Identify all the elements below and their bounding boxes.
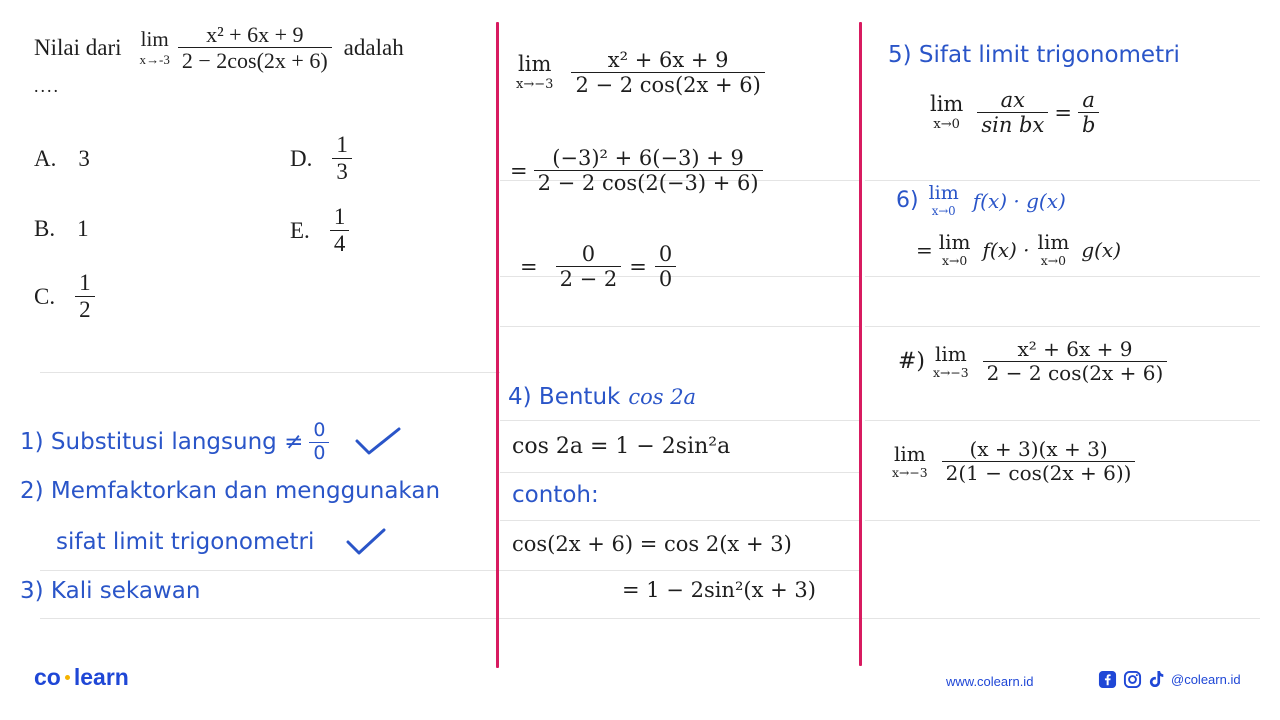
option-letter: D.	[290, 145, 313, 171]
option-num: 1	[333, 204, 346, 229]
question-stem	[34, 22, 404, 74]
lim-text: lim	[928, 182, 959, 204]
step-1	[516, 48, 765, 97]
option-num: 1	[336, 132, 348, 157]
option-letter: B.	[34, 216, 56, 241]
method-2-text: sifat limit trigonometri	[56, 529, 315, 555]
option-b[interactable]	[34, 216, 89, 242]
hash-fraction	[983, 338, 1168, 385]
guide-line	[865, 520, 1260, 521]
fraction-num: a	[1082, 88, 1095, 112]
equals-sign: =	[916, 237, 933, 262]
guide-line	[865, 276, 1260, 277]
step-1-fraction	[571, 48, 764, 97]
option-e[interactable]	[290, 204, 349, 258]
fraction-den: b	[1078, 112, 1099, 137]
fraction-num: ax	[1000, 88, 1026, 112]
question-fraction	[178, 22, 332, 74]
example-line-1: cos(2x + 6) = cos 2(x + 3)	[512, 532, 792, 556]
fraction-den: 2(1 − cos(2x + 6))	[942, 461, 1136, 485]
lim-subscript: x→−3	[933, 364, 969, 380]
lim-text: lim	[934, 341, 967, 366]
fraction-num: (−3)² + 6(−3) + 9	[552, 146, 744, 170]
lim-text: lim	[938, 230, 971, 254]
bentuk-heading	[508, 384, 696, 410]
property-6-expansion	[916, 232, 1121, 267]
property-5-limit	[930, 94, 963, 131]
property-5-fraction	[977, 88, 1048, 137]
property-6-limit-g	[1038, 232, 1070, 267]
fraction-num: x² + 6x + 9	[1017, 337, 1133, 361]
fraction-den: 2 − 2 cos(2x + 6)	[983, 361, 1168, 385]
option-value	[75, 270, 95, 324]
contoh-label: contoh:	[512, 482, 599, 508]
hash-label: #)	[898, 349, 926, 374]
fraction-num: 0	[658, 242, 673, 266]
property-6	[896, 184, 1066, 218]
lim-subscript: x→-3	[139, 52, 170, 68]
guide-line	[500, 520, 860, 521]
guide-line	[500, 472, 860, 473]
lim-text: lim	[518, 52, 552, 77]
guide-line	[40, 570, 500, 571]
option-letter: E.	[290, 217, 310, 243]
property-6-expr: f(x) · g(x)	[972, 188, 1066, 213]
property-6-f: f(x) ·	[982, 237, 1030, 262]
fraction-den: 0	[309, 442, 329, 465]
step-3-fraction-b	[655, 242, 676, 291]
fraction-den: 2 − 2 cos(2x + 6)	[571, 72, 764, 97]
hash-problem	[898, 338, 1167, 385]
option-den: 2	[75, 296, 95, 323]
step-3	[520, 242, 676, 291]
factored-limit-lim	[892, 441, 928, 480]
property-6-limit	[929, 184, 959, 218]
property-6-label: 6)	[896, 188, 919, 214]
property-5-formula: lim x→0 $\frac{ax}{\text{sin bx}}$ = $\frac{a}{b}$	[930, 88, 1099, 137]
option-c[interactable]	[34, 270, 95, 324]
option-d[interactable]	[290, 132, 352, 186]
guide-line	[40, 618, 1260, 619]
factored-limit	[892, 438, 1135, 485]
option-letter: A.	[34, 146, 57, 171]
social-icons	[1098, 670, 1241, 689]
step-3-fraction-a	[556, 242, 622, 291]
equals-sign: =	[510, 158, 528, 183]
checkmark-icon	[355, 427, 401, 457]
method-2-line1: 2) Memfaktorkan dan menggunakan	[20, 478, 441, 504]
guide-line	[865, 180, 1260, 181]
option-a[interactable]	[34, 146, 90, 172]
facebook-icon[interactable]	[1098, 670, 1117, 689]
guide-line	[500, 570, 860, 571]
lim-subscript: x→−3	[892, 464, 928, 480]
lim-text: lim	[893, 441, 926, 466]
fraction-den: 2 − 2	[556, 266, 622, 291]
option-den: 3	[332, 158, 352, 185]
fraction-den: 2 − 2 cos(2(−3) + 6)	[534, 170, 763, 195]
property-5-title: 5) Sifat limit trigonometri	[888, 42, 1180, 68]
lim-subscript: x→−3	[516, 77, 554, 93]
property-5-result	[1078, 88, 1099, 137]
step-2	[510, 146, 763, 195]
guide-line	[500, 420, 860, 421]
lim-subscript: x→0	[933, 117, 960, 133]
guide-line	[500, 326, 860, 327]
step-1-limit	[516, 54, 553, 91]
question-suffix: adalah	[343, 34, 404, 60]
option-den: 4	[330, 230, 350, 257]
checkmark-icon	[346, 528, 386, 556]
guide-line	[865, 326, 1260, 327]
property-6-g: g(x)	[1081, 237, 1121, 262]
method-3: 3) Kali sekawan	[20, 578, 201, 604]
question-numerator: x² + 6x + 9	[206, 22, 304, 47]
option-value: 3	[78, 146, 90, 171]
bentuk-expr: cos 2a	[628, 385, 697, 409]
option-value: 1	[77, 216, 89, 241]
equals-sign: =	[629, 254, 647, 279]
question-intro: Nilai dari	[34, 34, 122, 60]
option-num: 1	[79, 270, 91, 295]
fraction-den: sin bx	[977, 112, 1048, 137]
method-2-line2	[56, 528, 386, 556]
step-2-fraction	[534, 146, 763, 195]
option-value	[332, 132, 352, 186]
fraction-num: 0	[581, 242, 596, 266]
logo-text-learn: learn	[73, 664, 129, 690]
guide-line	[40, 372, 500, 373]
column-divider-right	[859, 22, 862, 666]
question-limit	[140, 29, 170, 66]
factored-fraction	[942, 438, 1136, 485]
column-divider-left	[496, 22, 499, 668]
guide-line	[865, 420, 1260, 421]
option-value	[330, 204, 350, 258]
method-1-fraction	[309, 420, 329, 465]
question-ellipsis: ....	[34, 76, 60, 96]
fraction-num: (x + 3)(x + 3)	[969, 437, 1108, 461]
fraction-num: 0	[313, 419, 326, 441]
property-6-limit-f	[939, 232, 971, 267]
tiktok-icon[interactable]	[1148, 670, 1165, 689]
fraction-num: x² + 6x + 9	[607, 48, 729, 72]
lim-text: lim	[930, 92, 964, 117]
hash-limit	[933, 341, 969, 380]
lim-subscript: x→0	[942, 253, 968, 268]
lim-subscript: x→0	[931, 204, 956, 218]
option-letter: C.	[34, 283, 56, 309]
lim-text: lim	[140, 27, 169, 52]
question-denominator: 2 − 2cos(2x + 6)	[178, 47, 332, 73]
method-1-text: 1) Substitusi langsung ≠	[20, 429, 304, 456]
fraction-den: 0	[655, 266, 676, 291]
colearn-logo	[34, 664, 129, 691]
method-1	[20, 420, 401, 465]
identity-formula: cos 2a = 1 − 2sin²a	[512, 434, 731, 459]
logo-dot	[65, 675, 70, 680]
lim-text: lim	[1037, 230, 1070, 254]
logo-text-co: co	[34, 664, 61, 690]
example-line-2: = 1 − 2sin²(x + 3)	[622, 578, 816, 602]
bentuk-label: 4) Bentuk	[508, 384, 621, 410]
instagram-icon[interactable]	[1123, 670, 1142, 689]
social-handle[interactable]: @colearn.id	[1171, 672, 1241, 687]
equals-sign: =	[520, 254, 538, 279]
website-link[interactable]: www.colearn.id	[946, 674, 1034, 689]
lim-subscript: x→0	[1040, 253, 1067, 268]
